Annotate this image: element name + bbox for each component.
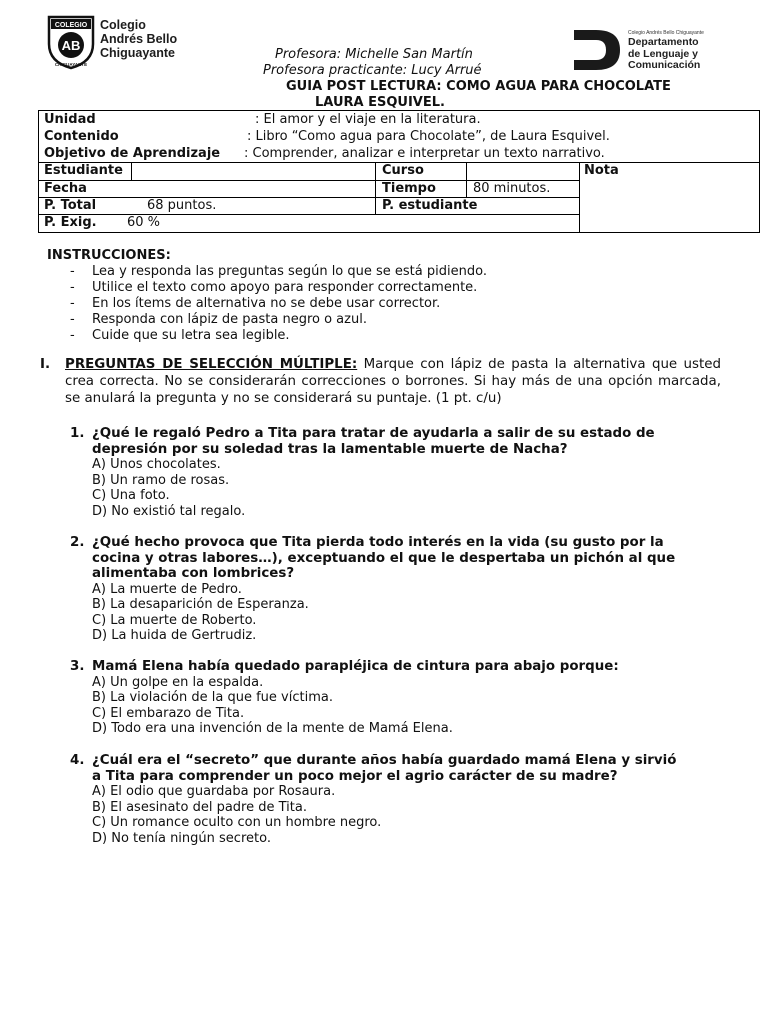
answer-option-c[interactable]: C) Un romance oculto con un hombre negro.	[92, 815, 382, 830]
question-text: ¿Cuál era el “secreto” que durante años había guardado mamá Elena y sirvió	[92, 753, 677, 768]
section-intro	[65, 356, 721, 407]
question-number: 1.	[70, 426, 85, 441]
school-logo	[46, 14, 182, 70]
contenido-value: : Libro “Como agua para Chocolate”, de Laura Esquivel.	[247, 129, 610, 144]
crest-ribbon-text: CHIGUAYANTE	[54, 62, 88, 67]
info-table	[38, 110, 760, 233]
answer-option-c[interactable]: C) El embarazo de Tita.	[92, 705, 245, 721]
trainee-line: Profesora practicante: Lucy Arrué	[263, 63, 482, 78]
list-item: - En los ítems de alternativa no se debe usar corrector.	[70, 296, 441, 311]
fecha-label: Fecha	[44, 181, 87, 196]
list-item: - Cuide que su letra sea legible.	[70, 328, 290, 343]
answer-option-a[interactable]: A) El odio que guardaba por Rosaura.	[92, 784, 336, 799]
school-crest-icon	[46, 14, 96, 70]
contenido-label: Contenido	[44, 129, 119, 144]
question-number: 4.	[70, 753, 85, 768]
answer-option-c[interactable]: C) Una foto.	[92, 488, 170, 503]
school-name: Colegio Andrés Bello Chiguayante	[100, 18, 178, 60]
curso-field[interactable]	[469, 163, 577, 179]
answer-option-a[interactable]: A) Un golpe en la espalda.	[92, 674, 264, 690]
question-text: alimentaba con lombrices?	[92, 566, 295, 581]
ptotal-value: 68 puntos.	[147, 198, 217, 213]
objetivo-label: Objetivo de Aprendizaje	[44, 146, 221, 161]
list-item: - Responda con lápiz de pasta negro o azul.	[70, 312, 367, 327]
department-name: Departamento de Lenguaje y Comunicación	[628, 36, 701, 71]
question-text: ¿Qué hecho provoca que Tita pierda todo interés en la vida (su gusto por la	[92, 535, 664, 550]
instructions-list	[0, 264, 768, 344]
list-item: - Lea y responda las preguntas según lo que se está pidiendo.	[70, 264, 487, 279]
answer-option-a[interactable]: A) Unos chocolates.	[92, 457, 221, 472]
question-number: 2.	[70, 535, 85, 550]
guide-title: GUIA POST LECTURA: COMO AGUA PARA CHOCOLATE	[286, 79, 671, 94]
pexig-label: P. Exig.	[44, 215, 97, 230]
question-number: 3.	[70, 659, 85, 674]
estudiante-label: Estudiante	[44, 163, 123, 178]
instructions-title: INSTRUCCIONES:	[47, 248, 171, 263]
pexig-value: 60 %	[127, 215, 161, 230]
department-logo	[572, 28, 732, 74]
answer-option-b[interactable]: B) El asesinato del padre de Tita.	[92, 799, 307, 815]
crest-badge-text: COLEGIO	[54, 22, 88, 29]
ptotal-label: P. Total	[44, 198, 97, 213]
answer-option-d[interactable]: D) Todo era una invención de la mente de Mamá Elena.	[92, 721, 453, 736]
pestudiante-label: P. estudiante	[382, 198, 478, 213]
nota-label: Nota	[584, 163, 619, 178]
answer-option-a[interactable]: A) La muerte de Pedro.	[92, 581, 242, 597]
question-text: depresión por su soledad tras la lamentable muerte de Nacha?	[92, 441, 568, 457]
answer-option-b[interactable]: B) La desaparición de Esperanza.	[92, 597, 309, 612]
unidad-value: : El amor y el viaje en la literatura.	[255, 112, 481, 127]
department-d-icon	[572, 28, 622, 72]
objetivo-value: : Comprender, analizar e interpretar un texto narrativo.	[244, 146, 605, 161]
crest-initials: AB	[61, 38, 81, 53]
unidad-label: Unidad	[44, 112, 96, 127]
teacher-line: Profesora: Michelle San Martín	[275, 47, 473, 62]
tiempo-label: Tiempo	[382, 181, 436, 196]
answer-option-d[interactable]: D) No existió tal regalo.	[92, 503, 246, 519]
guide-subtitle: LAURA ESQUIVEL.	[315, 95, 445, 110]
question-text: Mamá Elena había quedado parapléjica de cintura para abajo porque:	[92, 659, 619, 674]
answer-option-b[interactable]: B) Un ramo de rosas.	[92, 472, 230, 488]
section-heading: PREGUNTAS DE SELECCIÓN MÚLTIPLE:	[65, 357, 358, 372]
answer-option-d[interactable]: D) No tenía ningún secreto.	[92, 830, 271, 846]
answer-option-b[interactable]: B) La violación de la que fue víctima.	[92, 690, 333, 705]
tiempo-value: 80 minutos.	[473, 181, 551, 196]
question-text: a Tita para comprender un poco mejor el agrio carácter de su madre?	[92, 768, 618, 784]
section-numeral: I.	[40, 357, 51, 372]
question-text: ¿Qué le regaló Pedro a Tita para tratar de ayudarla a salir de su estado de	[92, 426, 655, 441]
estudiante-field[interactable]	[134, 163, 372, 179]
section-instructions: Marque con lápiz de pasta la alternativa que usted crea correcta. No se considerarán correcciones o borrones. Si hay más de una opción marcada, se anulará la pregunta y no se considerará su puntaje. (1 pt. c/u)	[65, 357, 721, 406]
department-subtitle: Colegio Andrés Bello Chiguayante	[628, 30, 704, 36]
answer-option-d[interactable]: D) La huida de Gertrudiz.	[92, 628, 257, 643]
list-item: - Utilice el texto como apoyo para responder correctamente.	[70, 280, 478, 295]
answer-option-c[interactable]: C) La muerte de Roberto.	[92, 612, 257, 628]
question-text: cocina y otras labores…), exceptuando el que le despertaba un pichón al que	[92, 550, 676, 566]
curso-label: Curso	[382, 163, 424, 178]
